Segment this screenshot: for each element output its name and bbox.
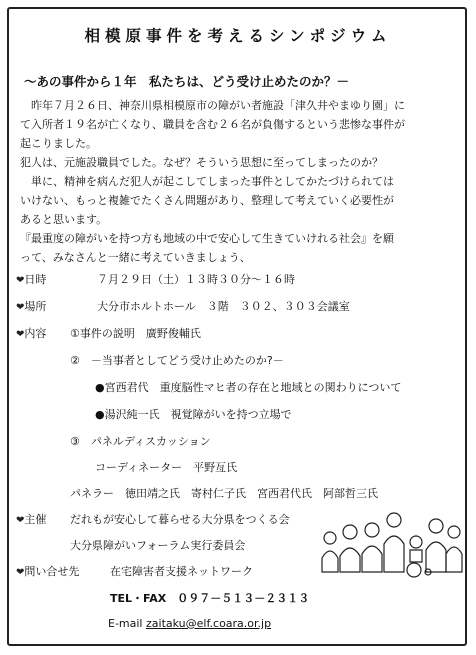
intro-line: あると思います。 [20, 213, 108, 226]
panelists: パネラー 徳田靖之氏 寄村仁子氏 宮西君代氏 阿部哲三氏 [70, 487, 378, 500]
intro-line: 起こりました。 [20, 137, 97, 150]
intro-line: 犯人は、元施設職員でした。なぜ？そういう思想に至ってしまったのか？ [20, 156, 383, 169]
place-value: 大分市ホルトホール ３階 ３０２、３０３会議室 [97, 300, 350, 313]
organizer-2: 大分県障がいフォーラム実行委員会 [70, 539, 246, 552]
coordinator: コーディネーター 平野亙氏 [95, 461, 238, 474]
date-row [16, 271, 46, 287]
intro-line: って、みなさんと一緒に考えていきましょう、 [20, 251, 251, 264]
intro-line: いけない、もっと複雑でたくさん問題があり、整理して考えていく必要性が [20, 194, 394, 207]
heart-icon: ❤ [16, 275, 25, 286]
content-item-2: ② －当事者としてどう受け止めたのか?－ [70, 354, 284, 367]
intro-line: 『最重度の障がいを持つ方も地域の中で安心して生きていけれる社会』を願 [20, 232, 394, 245]
date-value: ７月２９日（土）１３時３０分～１６時 [97, 273, 295, 286]
intro-line: 昨年７月２６日、神奈川県相模原市の障がい者施設「津久井やまゆり園」に [20, 99, 405, 112]
email-label: E-mail [108, 617, 143, 630]
speaker-1: ●宮西君代 重度脳性マヒ者の存在と地域との関わりについて [95, 381, 402, 394]
speaker-2: ●湯沢純一氏 視覚障がいを持つ立場で [95, 408, 292, 421]
organizer-row [16, 511, 46, 527]
poster-subtitle: ～あの事件から１年 私たちは、どう受け止めたのか？－ [24, 74, 350, 89]
email-link[interactable]: zaitaku@elf.coara.or.jp [146, 617, 272, 630]
content-label: 内容 [24, 327, 47, 340]
contact-value: 在宅障害者支援ネットワーク [110, 565, 253, 578]
content-item-3: ③ パネルディスカッション [70, 435, 211, 448]
heart-icon: ❤ [16, 329, 25, 340]
intro-line: 単に、精神を病んだ犯人が起こしてしまった事件としてかたづけられては [20, 175, 394, 188]
poster-title: 相模原事件を考えるシンポジウム [84, 27, 392, 45]
place-row [16, 298, 46, 314]
intro-line: て入所者１９名が亡くなり、職員を含む２６名が負傷するという悲惨な事件が [20, 118, 405, 131]
intro-paragraph [20, 96, 452, 267]
date-label: 日時 [24, 273, 47, 286]
heart-icon: ❤ [16, 302, 25, 313]
tel-fax: TEL・FAX ０９７－５１３－２３１３ [110, 592, 310, 605]
heart-icon: ❤ [16, 567, 25, 578]
place-label: 場所 [24, 300, 47, 313]
content-item-1: ①事件の説明 廣野俊輔氏 [70, 327, 201, 340]
organizer-label: 主催 [24, 513, 47, 526]
heart-icon: ❤ [16, 515, 25, 526]
email-row [108, 617, 271, 630]
organizer-1: だれもが安心して暮らせる大分県をつくる会 [70, 513, 290, 526]
contact-label: 問い合せ先 [24, 565, 80, 578]
content-row [16, 325, 46, 341]
contact-row [16, 563, 79, 579]
people-illustration-icon [318, 500, 463, 580]
